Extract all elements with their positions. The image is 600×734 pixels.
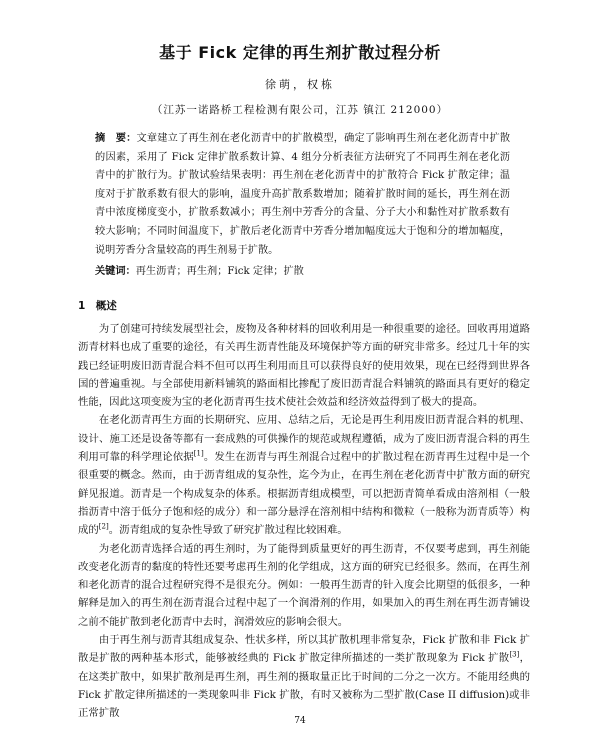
paragraph-2-part-b: 。发生在沥青与再生剂混合过程中的扩散过程在沥青再生过程中是一个很重要的概念。然而，由于沥青组成的复杂性，迄今为止，在再生剂在老化沥青中扩散方面的研究鲜见报道。沥青是一个构成复杂的体系。根据沥青组成模型，可以把沥青简单看成由溶剂相（一般指沥青中溶于低分子饱和烃的成分）和一部分悬浮在溶剂相中结构和微粒（一般称为沥青质等）构成的 — [78, 451, 530, 537]
affiliation-line: （江苏一诺路桥工程检测有限公司，江苏 镇江 212000） — [151, 104, 449, 116]
keywords-label: 关键词： — [95, 266, 136, 277]
keywords-text: 再生沥青；再生剂；Fick 定律；扩散 — [135, 266, 304, 277]
paragraph-3: 为老化沥青选择合适的再生剂时，为了能得到质量更好的再生沥青，不仅要考虑到，再生剂能改变老化沥青的黏度的特性还要考虑再生剂的化学组成，这方面的研究已经很多。然而，在再生剂和老化沥青的混合过程研究得不是很充分。例如：一般再生沥青的针入度会比期望的低很多，一种解释是加入的再生剂在沥青混合过程中起了一个润滑剂的作用，如果加入的再生剂在再生沥青铺设之前不能扩散到老化沥青中去时，润滑效应的影响会很大。 — [78, 542, 530, 628]
paragraph-4-part-a: 由于再生剂与沥青其组成复杂、性状多样，所以其扩散机理非常复杂，Fick 扩散和非 Fick 扩散是扩散的两种基本形式，能够被经典的 Fick 扩散定律所描述的一类扩散现象为 Fick 扩散 — [78, 634, 530, 665]
body-text — [78, 320, 530, 723]
paragraph-2-part-c: 。沥青组成的复杂性导致了研究扩散过程比较困难。 — [108, 524, 348, 537]
abstract-text: 文章建立了再生剂在老化沥青中的扩散模型，确定了影响再生剂在老化沥青中扩散的因素，采用了 Fick 定律扩散系数计算、4 组分分析表征方法研究了不同再生剂在老化沥青中的扩散行为。扩散试验结果表明：再生剂在老化沥青中的扩散符合 Fick 扩散定律；温度对于扩散系数有很大的影响，温度升高扩散系数增加；随着扩散时间的延长，再生剂在沥青中浓度梯度变小，扩散系数减小；再生剂中芳香分的含量、分子大小和黏性对扩散系数有较大影响；不同时间温度下，扩散后老化沥青中芳香分增加幅度远大于饱和分的增加幅度，说明芳香分含量较高的再生剂易于扩散。 — [95, 133, 511, 256]
abstract-label: 摘 要： — [95, 133, 137, 144]
author-line: 徐萌，权栋 — [265, 78, 335, 91]
abstract-block — [95, 130, 510, 260]
paragraph-4-part-b: ，在这类扩散中，如果扩散剂是再生剂，再生剂的摄取量正比于时间的二分之一次方。不能用经典的 Fick 扩散定律所描述的一类现象叫非 Fick 扩散，有时又被称为二型扩散(Case II diffusion)或非正常扩散 — [78, 652, 531, 720]
citation-2[interactable]: [2] — [98, 522, 109, 531]
keywords-block — [95, 263, 510, 281]
citation-3[interactable]: [3] — [509, 650, 520, 659]
paragraph-1: 为了创建可持续发展型社会，废物及各种材料的回收利用是一种很重要的途径。回收再用道路沥青材料也成了重要的途径，有关再生沥青性能及环境保护等方面的研究非常多。经过几十年的实践已经证明废旧沥青混合料不但可以再生利用而且可以获得良好的使用效果，现在已经得到世界各国的普遍重视。与全部使用新料铺筑的路面相比掺配了废旧沥青混合料铺筑的路面具有更好的稳定性能，因此这项变废为宝的老化沥青再生技术使社会效益和经济效益得到了极大的提高。 — [78, 323, 530, 409]
paragraph-4 — [78, 631, 530, 722]
page-number: 74 — [294, 716, 306, 726]
citation-1[interactable]: [1] — [193, 449, 204, 458]
paragraph-2-part-a: 在老化沥青再生方面的长期研究、应用、总结之后，无论是再生利用废旧沥青混合料的机理、设计、施工还是设备等都有一套成熟的可供操作的规范或规程遵循，成为了废旧沥青混合料的再生利用可靠的科学理论依据 — [78, 414, 530, 464]
section-heading: 1 概述 — [78, 300, 117, 312]
paragraph-2 — [78, 411, 530, 539]
paper-title: 基于 Fick 定律的再生剂扩散过程分析 — [159, 43, 441, 62]
